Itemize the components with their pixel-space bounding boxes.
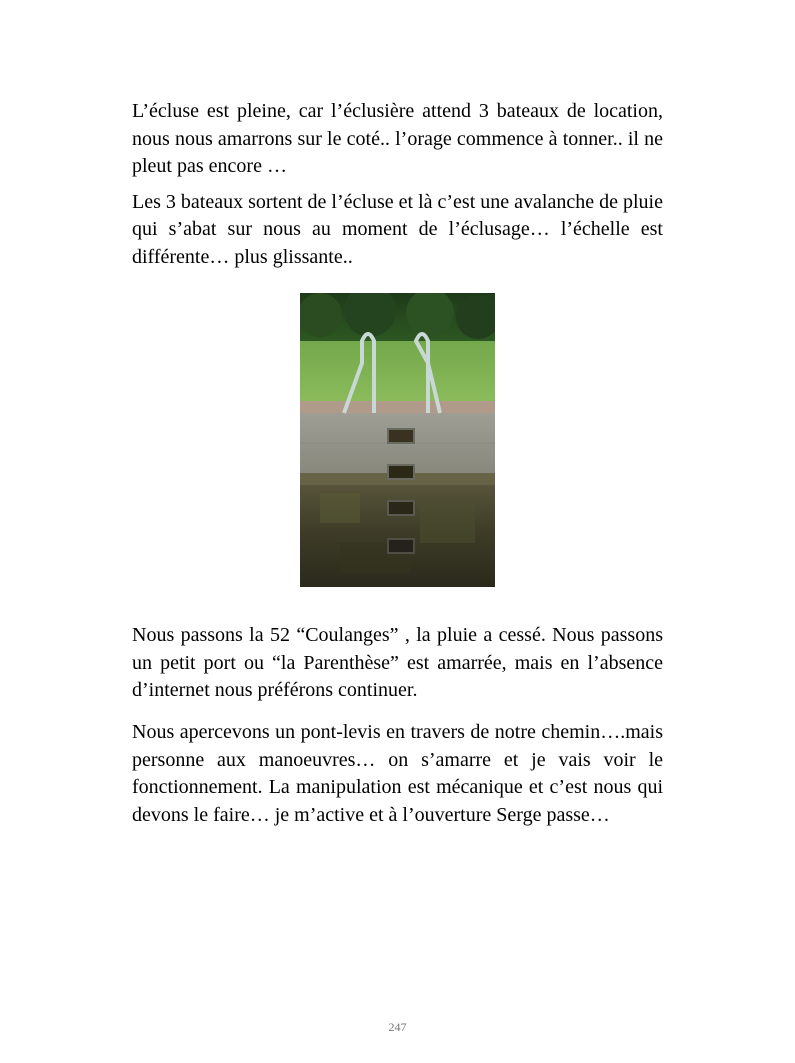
- paragraph-4: Nous apercevons un pont-levis en travers de notre chemin….mais personne aux manoeuvres… on s’amarre et je vais voir le fonctionnement. La manipulation est mécanique et c’est nous qui devons le faire… je m’active et à l’ouverture Serge passe…: [132, 721, 663, 826]
- page-content: [132, 98, 663, 271]
- lock-ladder-photo: [300, 293, 495, 587]
- paragraph-1: L’écluse est pleine, car l’éclusière attend 3 bateaux de location, nous nous amarrons sur le coté.. l’orage commence à tonner.. il ne pleut pas encore …: [132, 100, 663, 177]
- lock-ladder-illustration: [300, 293, 495, 587]
- paragraph-2: Les 3 bateaux sortent de l’écluse et là c’est une avalanche de pluie qui s’abat sur nous au moment de l’éclusage… l’échelle est différente… plus glissante..: [132, 190, 663, 268]
- paragraph-3: Nous passons la 52 “Coulanges” , la pluie a cessé. Nous passons un petit port ou “la Parenthèse” est amarrée, mais en l’absence d’internet nous préférons continuer.: [132, 624, 663, 701]
- page-number: 247: [388, 1020, 407, 1034]
